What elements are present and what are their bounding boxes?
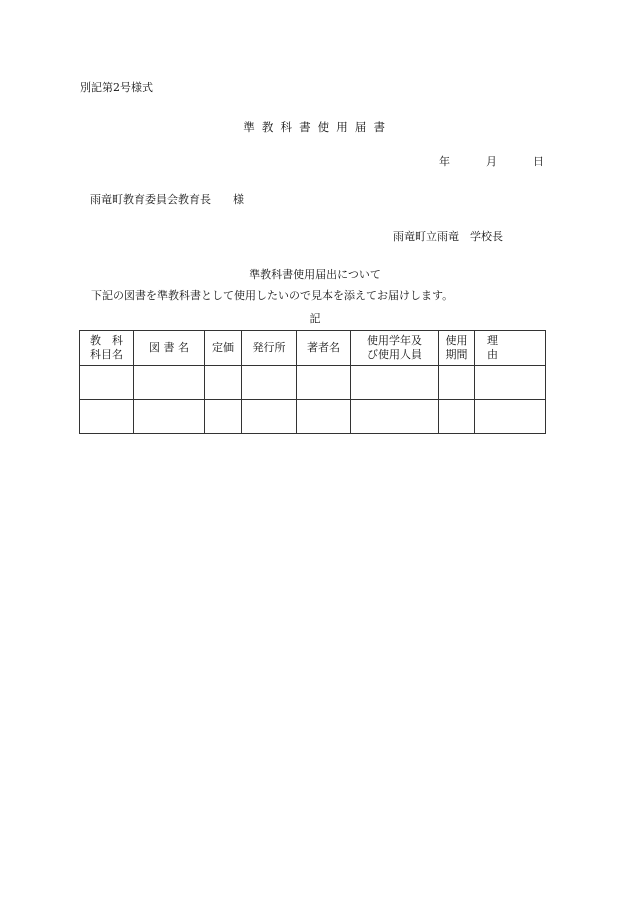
header-reason-part2: 由 (487, 348, 498, 361)
table-cell[interactable] (80, 400, 134, 434)
header-period-line2: 期間 (445, 348, 468, 361)
table-cell[interactable] (134, 400, 205, 434)
header-reason-part1: 理 (487, 334, 498, 347)
table-cell[interactable] (297, 400, 351, 434)
textbook-table (79, 330, 546, 434)
date-year-label: 年 (439, 155, 450, 168)
header-grade-line1: 使用学年及 (367, 334, 422, 347)
table-cell[interactable] (134, 366, 205, 400)
body-text: 下記の図書を準教科書として使用したいので見本を添えてお届けします。 (91, 289, 454, 302)
table-cell[interactable] (439, 400, 475, 434)
table-cell[interactable] (242, 366, 297, 400)
sender: 雨竜町立雨竜 学校長 (393, 230, 503, 243)
header-price: 定価 (205, 331, 242, 366)
table-cell[interactable] (351, 400, 439, 434)
header-grade-line2: び使用人員 (367, 348, 422, 361)
table-cell[interactable] (205, 400, 242, 434)
header-reason (475, 331, 546, 366)
date-line (439, 155, 544, 169)
header-period-line1: 使用 (445, 334, 468, 347)
header-book-name: 図 書 名 (134, 331, 205, 366)
date-day-label: 日 (533, 155, 544, 168)
form-number: 別記第2号様式 (80, 81, 153, 94)
header-grade (351, 331, 439, 366)
table-row (80, 400, 546, 434)
table-cell[interactable] (297, 366, 351, 400)
table-cell[interactable] (475, 366, 546, 400)
table-cell[interactable] (242, 400, 297, 434)
ki-marker: 記 (309, 312, 321, 325)
subject-line: 準教科書使用届出について (249, 268, 381, 281)
table-row (80, 366, 546, 400)
table-cell[interactable] (439, 366, 475, 400)
header-subject-line2: 科目名 (90, 348, 123, 361)
header-author: 著者名 (297, 331, 351, 366)
table-header-row (80, 331, 546, 366)
header-period (439, 331, 475, 366)
header-subject-line1: 教 科 (90, 334, 123, 347)
table-cell[interactable] (80, 366, 134, 400)
table-cell[interactable] (205, 366, 242, 400)
addressee: 雨竜町教育委員会教育長 様 (90, 193, 244, 206)
header-publisher: 発行所 (242, 331, 297, 366)
date-month-label: 月 (486, 155, 497, 168)
header-subject (80, 331, 134, 366)
table-cell[interactable] (351, 366, 439, 400)
document-title: 準 教 科 書 使 用 届 書 (243, 120, 387, 134)
table-cell[interactable] (475, 400, 546, 434)
